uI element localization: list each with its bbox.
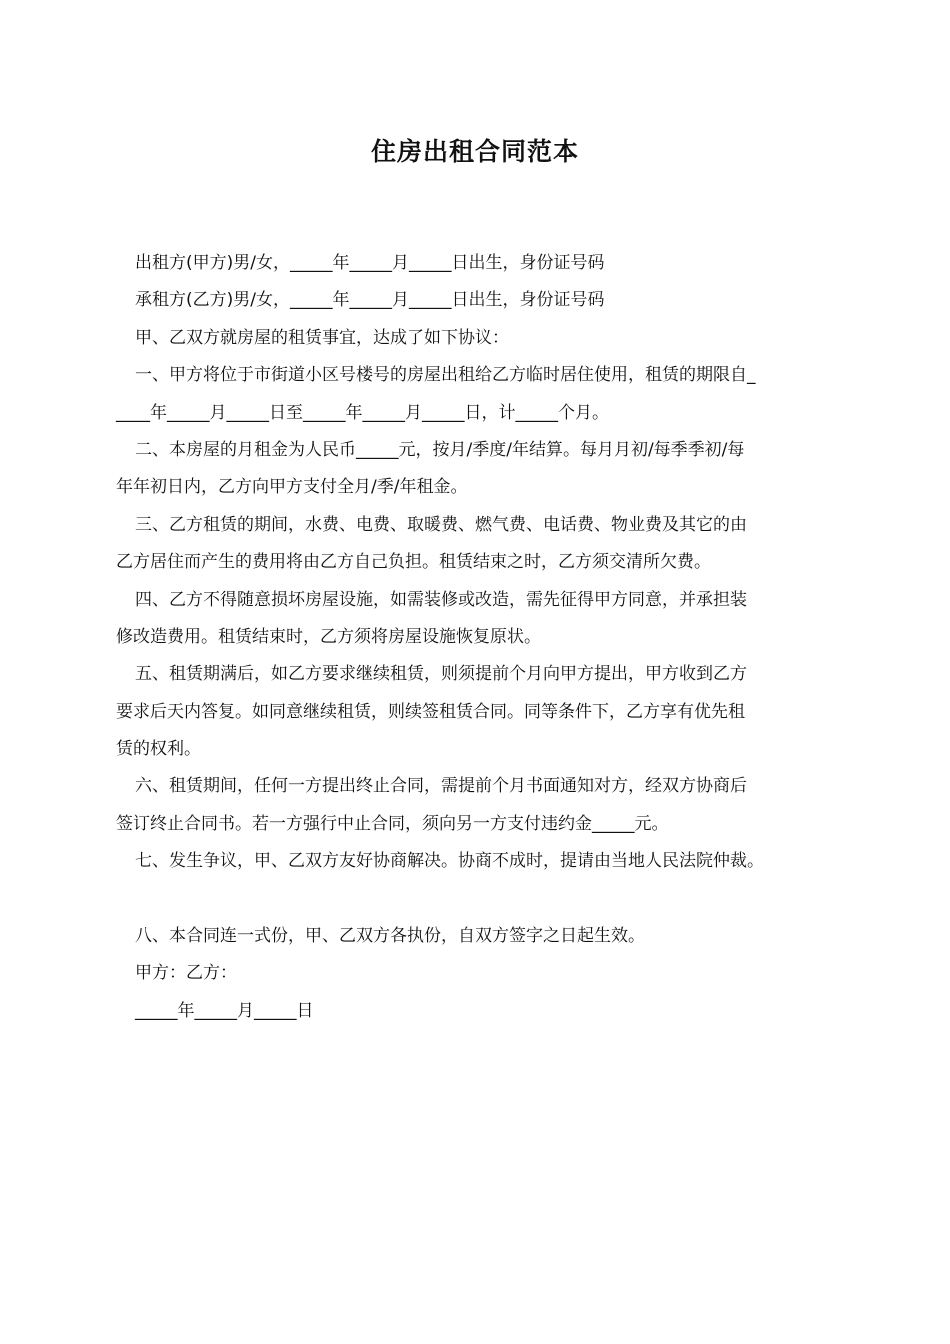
clause-2-line-2: 年年初日内，乙方向甲方支付全月/季/年租金。: [116, 477, 468, 498]
clause-1-line-2: ____年_____月_____日至_____年_____月_____日，计_____个月。: [116, 402, 609, 423]
lessor-line: 出租方(甲方)男/女，_____年_____月_____日出生，身份证号码: [135, 253, 605, 273]
paragraph-gap: [116, 881, 836, 918]
clause-6-line-2: 签订终止合同书。若一方强行中止合同，须向另一方支付违约金_____元。: [116, 813, 669, 834]
clause-7-line-1: 七、发生争议，甲、乙双方友好协商解决。协商不成时，提请由当地人民法院仲裁。: [135, 851, 764, 872]
document-title: 住房出租合同范本: [370, 137, 579, 166]
clause-8-line-1: 八、本合同连一式份，甲、乙双方各执份，自双方签字之日起生效。: [135, 926, 645, 947]
clause-4-line-1: 四、乙方不得随意损坏房屋设施，如需装修或改造，需先征得甲方同意，并承担装: [135, 589, 747, 610]
clause-5-line-2: 要求后天内答复。如同意继续租赁，则续签租赁合同。同等条件下，乙方享有优先租: [116, 701, 745, 722]
contract-body: [116, 245, 836, 1030]
clause-2-line-1: 二、本房屋的月租金为人民币_____元，按月/季度/年结算。每月月初/每季季初/每: [135, 439, 745, 460]
clause-5-line-1: 五、租赁期满后，如乙方要求继续租赁，则须提前个月向甲方提出，甲方收到乙方: [135, 664, 747, 685]
agreement-intro: 甲、乙双方就房屋的租赁事宜，达成了如下协议：: [135, 327, 509, 348]
clause-6-line-1: 六、租赁期间，任何一方提出终止合同，需提前个月书面通知对方，经双方协商后: [135, 776, 747, 797]
clause-4-line-2: 修改造费用。租赁结束时，乙方须将房屋设施恢复原状。: [116, 626, 541, 647]
clause-1-line-1: 一、甲方将位于市街道小区号楼号的房屋出租给乙方临时居住使用，租赁的期限自_: [135, 365, 756, 386]
clause-5-line-3: 赁的权利。: [116, 739, 201, 760]
lessee-line: 承租方(乙方)男/女，_____年_____月_____日出生，身份证号码: [135, 290, 605, 311]
clause-3-line-2: 乙方居住而产生的费用将由乙方自己负担。租赁结束之时，乙方须交清所欠费。: [116, 552, 711, 573]
clause-3-line-1: 三、乙方租赁的期间，水费、电费、取暖费、燃气费、电话费、物业费及其它的由: [135, 514, 747, 535]
signature-date: _____年_____月_____日: [135, 1000, 314, 1021]
signature-parties: 甲方：乙方：: [135, 963, 237, 984]
